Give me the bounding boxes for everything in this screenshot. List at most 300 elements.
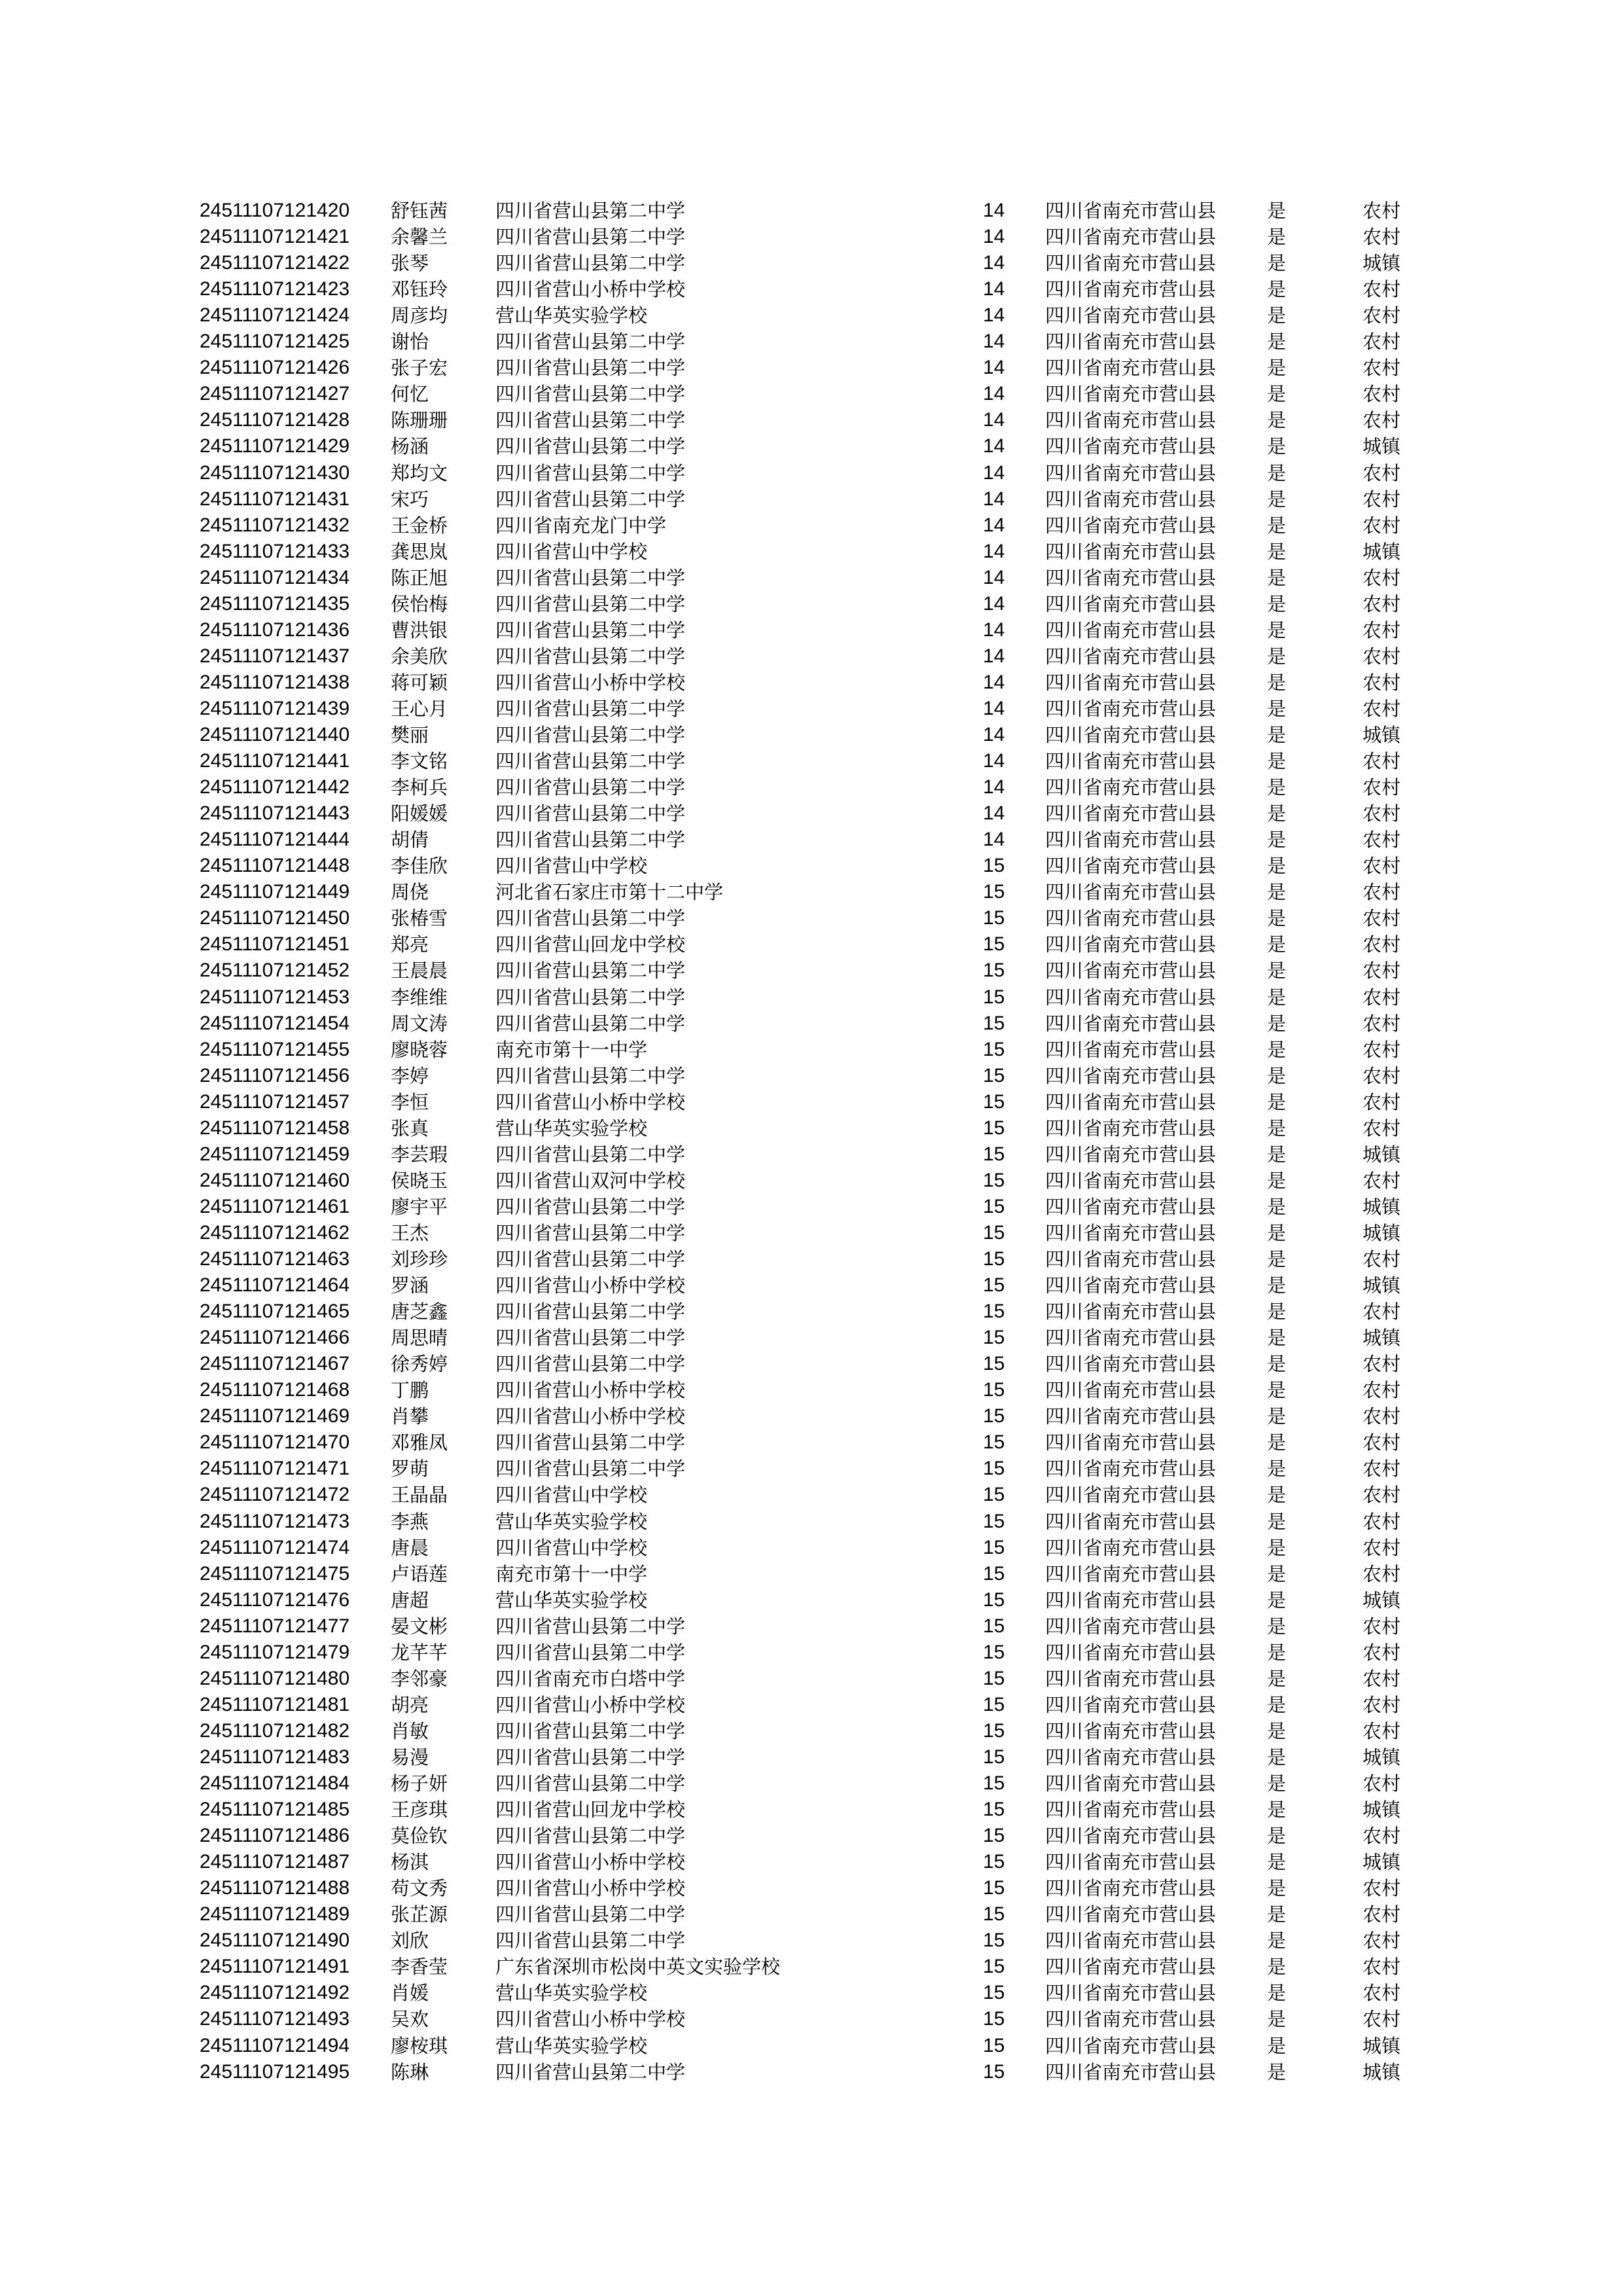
- score-cell: 14: [983, 567, 1005, 588]
- student-id-cell: 24511107121453: [200, 986, 350, 1008]
- region-cell: 四川省南充市营山县: [1045, 383, 1217, 405]
- region-cell: 四川省南充市营山县: [1045, 1537, 1217, 1559]
- school-name-cell: 河北省石家庄市第十二中学: [495, 881, 724, 903]
- region-cell: 四川省南充市营山县: [1045, 435, 1217, 457]
- score-cell: 15: [983, 1720, 1005, 1742]
- table-row: [0, 1299, 1623, 1325]
- table-row: [0, 1115, 1623, 1141]
- region-cell: 四川省南充市营山县: [1045, 881, 1217, 903]
- residence-type-cell: 农村: [1363, 933, 1401, 956]
- residence-type-cell: 农村: [1363, 357, 1401, 379]
- student-id-cell: 24511107121431: [200, 488, 350, 510]
- table-row: [0, 539, 1623, 565]
- student-id-cell: 24511107121473: [200, 1511, 350, 1532]
- score-cell: 14: [983, 645, 1005, 667]
- residence-type-cell: 农村: [1363, 593, 1401, 615]
- flag-cell: 是: [1267, 1694, 1287, 1716]
- student-id-cell: 24511107121460: [200, 1170, 350, 1191]
- table-row: [0, 1797, 1623, 1823]
- student-id-cell: 24511107121480: [200, 1668, 350, 1689]
- residence-type-cell: 农村: [1363, 1511, 1401, 1533]
- region-cell: 四川省南充市营山县: [1045, 1956, 1217, 1978]
- table-row: [0, 1744, 1623, 1770]
- flag-cell: 是: [1267, 1196, 1287, 1218]
- student-id-cell: 24511107121482: [200, 1720, 350, 1742]
- student-name-cell: 李香莹: [391, 1956, 448, 1978]
- score-cell: 15: [983, 933, 1005, 955]
- school-name-cell: 四川省营山县第二中学: [495, 1222, 686, 1244]
- flag-cell: 是: [1267, 304, 1287, 327]
- flag-cell: 是: [1267, 960, 1287, 982]
- student-id-cell: 24511107121455: [200, 1039, 350, 1060]
- table-row: [0, 2006, 1623, 2032]
- region-cell: 四川省南充市营山县: [1045, 278, 1217, 300]
- student-name-cell: 李佳欣: [391, 855, 448, 877]
- school-name-cell: 营山华英实验学校: [495, 1117, 648, 1139]
- student-id-cell: 24511107121483: [200, 1746, 350, 1768]
- school-name-cell: 四川省营山县第二中学: [495, 776, 686, 798]
- student-id-cell: 24511107121474: [200, 1537, 350, 1558]
- student-name-cell: 杨淇: [391, 1851, 429, 1873]
- residence-type-cell: 农村: [1363, 488, 1401, 511]
- score-cell: 14: [983, 488, 1005, 510]
- flag-cell: 是: [1267, 1379, 1287, 1401]
- region-cell: 四川省南充市营山县: [1045, 907, 1217, 929]
- student-id-cell: 24511107121468: [200, 1379, 350, 1401]
- score-cell: 14: [983, 802, 1005, 824]
- school-name-cell: 四川省营山县第二中学: [495, 383, 686, 405]
- region-cell: 四川省南充市营山县: [1045, 1851, 1217, 1873]
- student-name-cell: 丁鹏: [391, 1379, 429, 1401]
- region-cell: 四川省南充市营山县: [1045, 802, 1217, 825]
- table-row: [0, 696, 1623, 722]
- student-id-cell: 24511107121472: [200, 1484, 350, 1505]
- flag-cell: 是: [1267, 1248, 1287, 1270]
- residence-type-cell: 农村: [1363, 200, 1401, 222]
- table-row: [0, 1535, 1623, 1561]
- score-cell: 15: [983, 2035, 1005, 2056]
- student-name-cell: 蒋可颖: [391, 672, 448, 694]
- student-name-cell: 唐超: [391, 1589, 429, 1611]
- student-name-cell: 周思晴: [391, 1327, 448, 1349]
- region-cell: 四川省南充市营山县: [1045, 462, 1217, 484]
- school-name-cell: 四川省营山县第二中学: [495, 829, 686, 851]
- score-cell: 15: [983, 1537, 1005, 1558]
- school-name-cell: 四川省营山回龙中学校: [495, 933, 686, 956]
- school-name-cell: 四川省营山县第二中学: [495, 226, 686, 248]
- flag-cell: 是: [1267, 829, 1287, 851]
- school-name-cell: 四川省营山县第二中学: [495, 1353, 686, 1375]
- region-cell: 四川省南充市营山县: [1045, 672, 1217, 694]
- school-name-cell: 四川省营山县第二中学: [495, 724, 686, 746]
- table-row: [0, 1429, 1623, 1456]
- student-name-cell: 罗萌: [391, 1458, 429, 1480]
- student-id-cell: 24511107121493: [200, 2008, 350, 2030]
- student-name-cell: 晏文彬: [391, 1615, 448, 1638]
- student-id-cell: 24511107121421: [200, 226, 350, 247]
- score-cell: 15: [983, 1222, 1005, 1244]
- region-cell: 四川省南充市营山县: [1045, 1511, 1217, 1533]
- table-row: [0, 1351, 1623, 1377]
- table-row: [0, 1011, 1623, 1037]
- flag-cell: 是: [1267, 645, 1287, 668]
- flag-cell: 是: [1267, 1825, 1287, 1847]
- residence-type-cell: 农村: [1363, 1694, 1401, 1716]
- student-id-cell: 24511107121488: [200, 1877, 350, 1899]
- flag-cell: 是: [1267, 2035, 1287, 2057]
- flag-cell: 是: [1267, 1511, 1287, 1533]
- region-cell: 四川省南充市营山县: [1045, 1615, 1217, 1638]
- flag-cell: 是: [1267, 1300, 1287, 1323]
- table-row: [0, 643, 1623, 670]
- school-name-cell: 四川省营山县第二中学: [495, 1327, 686, 1349]
- student-name-cell: 侯怡梅: [391, 593, 448, 615]
- score-cell: 15: [983, 1903, 1005, 1925]
- flag-cell: 是: [1267, 1746, 1287, 1768]
- residence-type-cell: 农村: [1363, 1431, 1401, 1454]
- student-id-cell: 24511107121491: [200, 1956, 350, 1977]
- flag-cell: 是: [1267, 1431, 1287, 1454]
- region-cell: 四川省南充市营山县: [1045, 1799, 1217, 1821]
- score-cell: 15: [983, 2008, 1005, 2030]
- student-id-cell: 24511107121463: [200, 1248, 350, 1270]
- student-name-cell: 肖敏: [391, 1720, 429, 1742]
- table-row: [0, 1875, 1623, 1901]
- flag-cell: 是: [1267, 1589, 1287, 1611]
- school-name-cell: 四川省营山县第二中学: [495, 488, 686, 511]
- school-name-cell: 四川省营山县第二中学: [495, 1720, 686, 1742]
- residence-type-cell: 城镇: [1363, 435, 1401, 457]
- flag-cell: 是: [1267, 776, 1287, 798]
- region-cell: 四川省南充市营山县: [1045, 1379, 1217, 1401]
- region-cell: 四川省南充市营山县: [1045, 1668, 1217, 1690]
- region-cell: 四川省南充市营山县: [1045, 488, 1217, 511]
- student-id-cell: 24511107121444: [200, 829, 350, 850]
- school-name-cell: 四川省营山县第二中学: [495, 1431, 686, 1454]
- student-name-cell: 张椿雪: [391, 907, 448, 929]
- flag-cell: 是: [1267, 1903, 1287, 1926]
- table-row: [0, 1325, 1623, 1351]
- student-id-cell: 24511107121492: [200, 1982, 350, 2003]
- flag-cell: 是: [1267, 1405, 1287, 1427]
- residence-type-cell: 农村: [1363, 829, 1401, 851]
- residence-type-cell: 农村: [1363, 645, 1401, 668]
- residence-type-cell: 农村: [1363, 1484, 1401, 1506]
- score-cell: 14: [983, 541, 1005, 562]
- score-cell: 15: [983, 1956, 1005, 1977]
- score-cell: 15: [983, 881, 1005, 903]
- region-cell: 四川省南充市营山县: [1045, 1222, 1217, 1244]
- score-cell: 15: [983, 907, 1005, 929]
- residence-type-cell: 农村: [1363, 1641, 1401, 1664]
- flag-cell: 是: [1267, 672, 1287, 694]
- table-row: [0, 1718, 1623, 1744]
- school-name-cell: 营山华英实验学校: [495, 1511, 648, 1533]
- region-cell: 四川省南充市营山县: [1045, 698, 1217, 720]
- student-name-cell: 张芷源: [391, 1903, 448, 1926]
- residence-type-cell: 农村: [1363, 383, 1401, 405]
- residence-type-cell: 城镇: [1363, 1222, 1401, 1244]
- student-id-cell: 24511107121456: [200, 1065, 350, 1086]
- student-id-cell: 24511107121440: [200, 724, 350, 745]
- residence-type-cell: 农村: [1363, 1929, 1401, 1952]
- school-name-cell: 四川省营山县第二中学: [495, 1013, 686, 1035]
- table-row: [0, 381, 1623, 407]
- residence-type-cell: 城镇: [1363, 1196, 1401, 1218]
- student-id-cell: 24511107121469: [200, 1405, 350, 1427]
- student-name-cell: 谢怡: [391, 331, 429, 353]
- flag-cell: 是: [1267, 1117, 1287, 1139]
- flag-cell: 是: [1267, 1720, 1287, 1742]
- table-row: [0, 1770, 1623, 1797]
- table-row: [0, 1089, 1623, 1115]
- region-cell: 四川省南充市营山县: [1045, 304, 1217, 327]
- school-name-cell: 四川省营山小桥中学校: [495, 672, 686, 694]
- residence-type-cell: 农村: [1363, 1170, 1401, 1192]
- region-cell: 四川省南充市营山县: [1045, 829, 1217, 851]
- school-name-cell: 四川省营山小桥中学校: [495, 1877, 686, 1899]
- school-name-cell: 四川省营山县第二中学: [495, 409, 686, 431]
- table-row: [0, 1246, 1623, 1272]
- student-id-cell: 24511107121425: [200, 331, 350, 352]
- score-cell: 15: [983, 1668, 1005, 1689]
- residence-type-cell: 农村: [1363, 907, 1401, 929]
- region-cell: 四川省南充市营山县: [1045, 1065, 1217, 1087]
- residence-type-cell: 农村: [1363, 960, 1401, 982]
- table-row: [0, 1928, 1623, 1954]
- student-name-cell: 徐秀婷: [391, 1353, 448, 1375]
- score-cell: 15: [983, 1772, 1005, 1794]
- flag-cell: 是: [1267, 1537, 1287, 1559]
- flag-cell: 是: [1267, 226, 1287, 248]
- table-row: [0, 827, 1623, 853]
- residence-type-cell: 农村: [1363, 331, 1401, 353]
- student-id-cell: 24511107121449: [200, 881, 350, 903]
- school-name-cell: 四川省营山县第二中学: [495, 435, 686, 457]
- score-cell: 15: [983, 1484, 1005, 1505]
- table-row: [0, 1272, 1623, 1299]
- residence-type-cell: 农村: [1363, 619, 1401, 641]
- student-name-cell: 阳媛媛: [391, 802, 448, 825]
- residence-type-cell: 农村: [1363, 1825, 1401, 1847]
- score-cell: 15: [983, 960, 1005, 981]
- student-id-cell: 24511107121479: [200, 1641, 350, 1663]
- residence-type-cell: 农村: [1363, 1537, 1401, 1559]
- student-id-cell: 24511107121433: [200, 541, 350, 562]
- region-cell: 四川省南充市营山县: [1045, 724, 1217, 746]
- table-row: [0, 276, 1623, 302]
- residence-type-cell: 农村: [1363, 1405, 1401, 1427]
- school-name-cell: 四川省营山县第二中学: [495, 750, 686, 772]
- student-id-cell: 24511107121462: [200, 1222, 350, 1244]
- student-name-cell: 龚思岚: [391, 541, 448, 563]
- score-cell: 15: [983, 1379, 1005, 1401]
- region-cell: 四川省南充市营山县: [1045, 1746, 1217, 1768]
- school-name-cell: 四川省营山县第二中学: [495, 802, 686, 825]
- student-id-cell: 24511107121467: [200, 1353, 350, 1374]
- region-cell: 四川省南充市营山县: [1045, 960, 1217, 982]
- score-cell: 15: [983, 1431, 1005, 1453]
- flag-cell: 是: [1267, 724, 1287, 746]
- flag-cell: 是: [1267, 1851, 1287, 1873]
- score-cell: 15: [983, 986, 1005, 1008]
- region-cell: 四川省南充市营山县: [1045, 1694, 1217, 1716]
- table-row: [0, 853, 1623, 879]
- table-row: [0, 302, 1623, 329]
- student-name-cell: 陈珊珊: [391, 409, 448, 431]
- school-name-cell: 四川省营山县第二中学: [495, 1825, 686, 1847]
- student-name-cell: 肖攀: [391, 1405, 429, 1427]
- flag-cell: 是: [1267, 200, 1287, 222]
- school-name-cell: 四川省营山县第二中学: [495, 960, 686, 982]
- school-name-cell: 四川省营山小桥中学校: [495, 1274, 686, 1297]
- student-id-cell: 24511107121426: [200, 357, 350, 378]
- flag-cell: 是: [1267, 1170, 1287, 1192]
- table-row: [0, 1849, 1623, 1875]
- student-id-cell: 24511107121442: [200, 776, 350, 798]
- residence-type-cell: 城镇: [1363, 724, 1401, 746]
- table-row: [0, 722, 1623, 748]
- student-id-cell: 24511107121487: [200, 1851, 350, 1873]
- student-id-cell: 24511107121430: [200, 462, 350, 484]
- region-cell: 四川省南充市营山县: [1045, 1039, 1217, 1061]
- score-cell: 14: [983, 829, 1005, 850]
- region-cell: 四川省南充市营山县: [1045, 1458, 1217, 1480]
- school-name-cell: 四川省营山县第二中学: [495, 1746, 686, 1768]
- residence-type-cell: 农村: [1363, 1877, 1401, 1899]
- school-name-cell: 四川省营山县第二中学: [495, 698, 686, 720]
- score-cell: 15: [983, 1405, 1005, 1427]
- table-row: [0, 1168, 1623, 1194]
- flag-cell: 是: [1267, 567, 1287, 589]
- score-cell: 15: [983, 1117, 1005, 1139]
- table-row: [0, 984, 1623, 1011]
- residence-type-cell: 农村: [1363, 1300, 1401, 1323]
- student-id-cell: 24511107121486: [200, 1825, 350, 1846]
- table-row: [0, 670, 1623, 696]
- flag-cell: 是: [1267, 1484, 1287, 1506]
- flag-cell: 是: [1267, 514, 1287, 537]
- residence-type-cell: 农村: [1363, 1248, 1401, 1270]
- student-name-cell: 王心月: [391, 698, 448, 720]
- flag-cell: 是: [1267, 881, 1287, 903]
- residence-type-cell: 农村: [1363, 1013, 1401, 1035]
- student-name-cell: 李芸瑕: [391, 1143, 448, 1166]
- flag-cell: 是: [1267, 1091, 1287, 1113]
- flag-cell: 是: [1267, 278, 1287, 300]
- school-name-cell: 四川省营山县第二中学: [495, 462, 686, 484]
- student-name-cell: 苟文秀: [391, 1877, 448, 1899]
- school-name-cell: 广东省深圳市松岗中英文实验学校: [495, 1956, 781, 1978]
- score-cell: 15: [983, 1274, 1005, 1296]
- score-cell: 15: [983, 1589, 1005, 1611]
- region-cell: 四川省南充市营山县: [1045, 1720, 1217, 1742]
- flag-cell: 是: [1267, 1222, 1287, 1244]
- score-cell: 14: [983, 252, 1005, 274]
- school-name-cell: 南充市第十一中学: [495, 1563, 648, 1585]
- school-name-cell: 营山华英实验学校: [495, 1589, 648, 1611]
- school-name-cell: 四川省营山县第二中学: [495, 619, 686, 641]
- score-cell: 15: [983, 1511, 1005, 1532]
- residence-type-cell: 农村: [1363, 1039, 1401, 1061]
- residence-type-cell: 农村: [1363, 1563, 1401, 1585]
- flag-cell: 是: [1267, 933, 1287, 956]
- residence-type-cell: 农村: [1363, 855, 1401, 877]
- school-name-cell: 四川省营山小桥中学校: [495, 278, 686, 300]
- student-id-cell: 24511107121489: [200, 1903, 350, 1925]
- school-name-cell: 四川省营山县第二中学: [495, 1248, 686, 1270]
- school-name-cell: 四川省营山县第二中学: [495, 567, 686, 589]
- student-id-cell: 24511107121481: [200, 1694, 350, 1715]
- residence-type-cell: 农村: [1363, 1353, 1401, 1375]
- student-name-cell: 李文铭: [391, 750, 448, 772]
- student-id-cell: 24511107121466: [200, 1327, 350, 1348]
- region-cell: 四川省南充市营山县: [1045, 1563, 1217, 1585]
- flag-cell: 是: [1267, 488, 1287, 511]
- residence-type-cell: 农村: [1363, 1117, 1401, 1139]
- table-row: [0, 224, 1623, 250]
- student-name-cell: 胡亮: [391, 1694, 429, 1716]
- student-name-cell: 舒钰茜: [391, 200, 448, 222]
- residence-type-cell: 城镇: [1363, 1274, 1401, 1297]
- table-row: [0, 879, 1623, 905]
- student-name-cell: 李恒: [391, 1091, 429, 1113]
- residence-type-cell: 城镇: [1363, 2035, 1401, 2057]
- student-id-cell: 24511107121448: [200, 855, 350, 876]
- student-name-cell: 吴欢: [391, 2008, 429, 2030]
- student-id-cell: 24511107121429: [200, 435, 350, 457]
- flag-cell: 是: [1267, 2061, 1287, 2083]
- student-name-cell: 王晨晨: [391, 960, 448, 982]
- table-row: [0, 1063, 1623, 1089]
- region-cell: 四川省南充市营山县: [1045, 1825, 1217, 1847]
- student-name-cell: 王杰: [391, 1222, 429, 1244]
- region-cell: 四川省南充市营山县: [1045, 1170, 1217, 1192]
- flag-cell: 是: [1267, 802, 1287, 825]
- residence-type-cell: 农村: [1363, 1379, 1401, 1401]
- school-name-cell: 四川省营山双河中学校: [495, 1170, 686, 1192]
- region-cell: 四川省南充市营山县: [1045, 855, 1217, 877]
- student-name-cell: 唐晨: [391, 1537, 429, 1559]
- student-name-cell: 王金桥: [391, 514, 448, 537]
- student-name-cell: 廖晓蓉: [391, 1039, 448, 1061]
- flag-cell: 是: [1267, 1327, 1287, 1349]
- region-cell: 四川省南充市营山县: [1045, 986, 1217, 1009]
- region-cell: 四川省南充市营山县: [1045, 2061, 1217, 2083]
- student-name-cell: 卢语莲: [391, 1563, 448, 1585]
- region-cell: 四川省南充市营山县: [1045, 1903, 1217, 1926]
- school-name-cell: 四川省南充市白塔中学: [495, 1668, 686, 1690]
- student-id-cell: 24511107121439: [200, 698, 350, 719]
- region-cell: 四川省南充市营山县: [1045, 933, 1217, 956]
- school-name-cell: 四川省营山县第二中学: [495, 1196, 686, 1218]
- table-row: [0, 198, 1623, 224]
- student-name-cell: 侯晓玉: [391, 1170, 448, 1192]
- student-name-cell: 廖桉琪: [391, 2035, 448, 2057]
- table-row: [0, 565, 1623, 591]
- flag-cell: 是: [1267, 1956, 1287, 1978]
- student-name-cell: 周文涛: [391, 1013, 448, 1035]
- table-row: [0, 460, 1623, 486]
- student-name-cell: 陈琳: [391, 2061, 429, 2083]
- residence-type-cell: 农村: [1363, 462, 1401, 484]
- residence-type-cell: 城镇: [1363, 541, 1401, 563]
- student-name-cell: 陈正旭: [391, 567, 448, 589]
- region-cell: 四川省南充市营山县: [1045, 1300, 1217, 1323]
- table-row: [0, 1587, 1623, 1613]
- student-name-cell: 罗涵: [391, 1274, 429, 1297]
- flag-cell: 是: [1267, 1982, 1287, 2004]
